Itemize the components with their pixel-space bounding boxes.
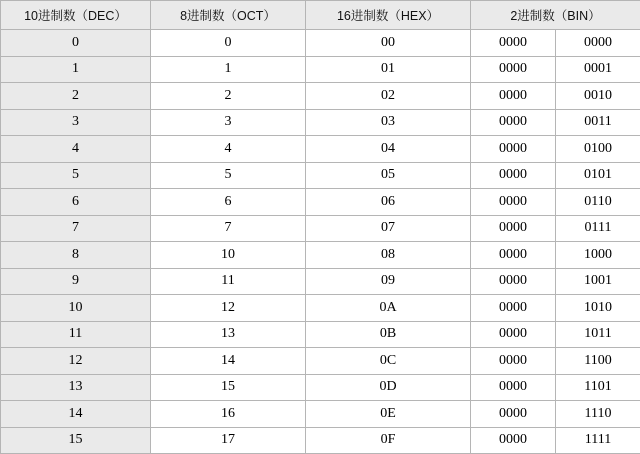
cell-oct: 11 [151,268,306,295]
cell-dec: 9 [1,268,151,295]
cell-hex: 09 [306,268,471,295]
cell-oct: 14 [151,348,306,375]
cell-bin-high: 0000 [471,268,556,295]
table-row [1,30,640,57]
table-row [1,374,640,401]
cell-hex: 0A [306,295,471,322]
cell-bin-low: 1010 [556,295,640,322]
table-row [1,189,640,216]
cell-bin-low: 0100 [556,136,640,163]
cell-oct: 15 [151,374,306,401]
cell-bin-low: 1000 [556,242,640,269]
cell-bin-high: 0000 [471,56,556,83]
cell-bin-low: 0011 [556,109,640,136]
cell-bin-high: 0000 [471,295,556,322]
cell-oct: 6 [151,189,306,216]
column-header-dec: 10进制数（DEC） [1,1,151,30]
cell-hex: 0C [306,348,471,375]
cell-dec: 13 [1,374,151,401]
table-row [1,83,640,110]
cell-bin-low: 1110 [556,401,640,428]
cell-bin-low: 0101 [556,162,640,189]
cell-bin-high: 0000 [471,401,556,428]
table-row [1,268,640,295]
table-row [1,295,640,322]
cell-oct: 13 [151,321,306,348]
cell-bin-high: 0000 [471,321,556,348]
cell-bin-high: 0000 [471,348,556,375]
cell-dec: 7 [1,215,151,242]
cell-hex: 0D [306,374,471,401]
table-row [1,56,640,83]
table-row [1,321,640,348]
cell-bin-low: 0111 [556,215,640,242]
table-row [1,242,640,269]
cell-hex: 06 [306,189,471,216]
cell-hex: 0B [306,321,471,348]
cell-dec: 4 [1,136,151,163]
cell-bin-low: 0000 [556,30,640,57]
cell-oct: 16 [151,401,306,428]
cell-oct: 4 [151,136,306,163]
cell-hex: 00 [306,30,471,57]
cell-bin-low: 0001 [556,56,640,83]
table-row [1,109,640,136]
table-row [1,136,640,163]
cell-dec: 10 [1,295,151,322]
table-row [1,215,640,242]
cell-oct: 3 [151,109,306,136]
cell-hex: 0E [306,401,471,428]
cell-bin-low: 0010 [556,83,640,110]
cell-oct: 2 [151,83,306,110]
cell-hex: 03 [306,109,471,136]
cell-dec: 15 [1,427,151,454]
cell-dec: 5 [1,162,151,189]
table-header [1,1,640,30]
cell-bin-low: 1001 [556,268,640,295]
table-row [1,348,640,375]
cell-bin-high: 0000 [471,83,556,110]
table-row [1,427,640,454]
cell-bin-high: 0000 [471,109,556,136]
table-body [1,30,640,454]
cell-hex: 07 [306,215,471,242]
cell-dec: 3 [1,109,151,136]
cell-bin-high: 0000 [471,30,556,57]
cell-dec: 2 [1,83,151,110]
cell-bin-low: 1101 [556,374,640,401]
column-header-bin: 2进制数（BIN） [471,1,640,30]
cell-bin-high: 0000 [471,189,556,216]
cell-bin-high: 0000 [471,215,556,242]
table-row [1,162,640,189]
cell-hex: 01 [306,56,471,83]
cell-hex: 05 [306,162,471,189]
cell-bin-high: 0000 [471,242,556,269]
cell-oct: 0 [151,30,306,57]
cell-bin-low: 1111 [556,427,640,454]
cell-bin-low: 1011 [556,321,640,348]
cell-bin-high: 0000 [471,374,556,401]
cell-dec: 12 [1,348,151,375]
cell-dec: 8 [1,242,151,269]
cell-oct: 10 [151,242,306,269]
cell-dec: 0 [1,30,151,57]
cell-bin-low: 0110 [556,189,640,216]
cell-hex: 04 [306,136,471,163]
cell-bin-low: 1100 [556,348,640,375]
cell-dec: 6 [1,189,151,216]
column-header-hex: 16进制数（HEX） [306,1,471,30]
cell-hex: 0F [306,427,471,454]
cell-bin-high: 0000 [471,427,556,454]
cell-oct: 7 [151,215,306,242]
column-header-oct: 8进制数（OCT） [151,1,306,30]
cell-bin-high: 0000 [471,162,556,189]
cell-oct: 17 [151,427,306,454]
cell-hex: 08 [306,242,471,269]
table-row [1,401,640,428]
cell-dec: 1 [1,56,151,83]
cell-hex: 02 [306,83,471,110]
cell-oct: 12 [151,295,306,322]
cell-dec: 14 [1,401,151,428]
cell-oct: 5 [151,162,306,189]
cell-bin-high: 0000 [471,136,556,163]
cell-dec: 11 [1,321,151,348]
table-header-row [1,1,640,30]
cell-oct: 1 [151,56,306,83]
